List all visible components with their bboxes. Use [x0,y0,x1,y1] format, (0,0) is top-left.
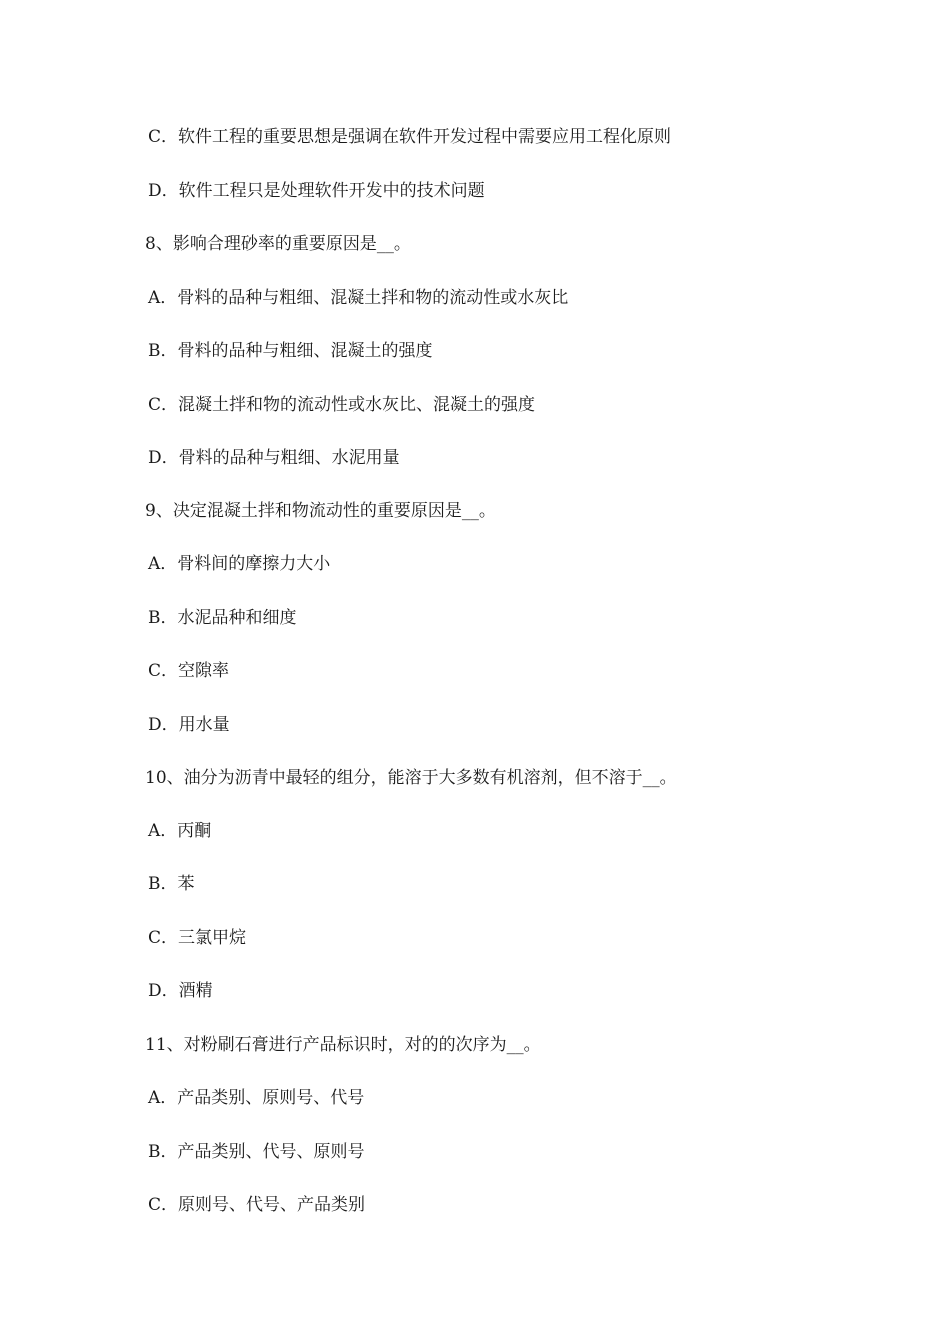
option-line: B．苯 [148,874,195,894]
option-line: A．骨料的品种与粗细、混凝土拌和物的流动性或水灰比 [148,288,569,308]
option-line: C．三氯甲烷 [148,928,247,948]
option-line: A．丙酮 [148,821,212,841]
option-line: D．骨料的品种与粗细、水泥用量 [148,448,400,468]
option-line: D．酒精 [148,981,213,1001]
option-line: C．混凝土拌和物的流动性或水灰比、混凝土的强度 [148,395,536,415]
option-line: D．用水量 [148,715,230,735]
question-line: 10、油分为沥青中最轻的组分，能溶于大多数有机溶剂，但不溶于__。 [145,768,677,788]
question-line: 9、决定混凝土拌和物流动性的重要原因是__。 [145,501,496,521]
option-line: A．产品类别、原则号、代号 [148,1088,365,1108]
option-line: C．原则号、代号、产品类别 [148,1195,366,1215]
question-line: 11、对粉刷石膏进行产品标识时，对的的次序为__。 [145,1035,541,1055]
option-line: D．软件工程只是处理软件开发中的技术问题 [148,181,485,201]
option-line: C．软件工程的重要思想是强调在软件开发过程中需要应用工程化原则 [148,127,672,147]
option-line: C．空隙率 [148,661,230,681]
question-line: 8、影响合理砂率的重要原因是__。 [145,234,411,254]
option-line: B．水泥品种和细度 [148,608,297,628]
option-line: B．产品类别、代号、原则号 [148,1142,365,1162]
option-line: A．骨料间的摩擦力大小 [148,554,331,574]
option-line: B．骨料的品种与粗细、混凝土的强度 [148,341,433,361]
